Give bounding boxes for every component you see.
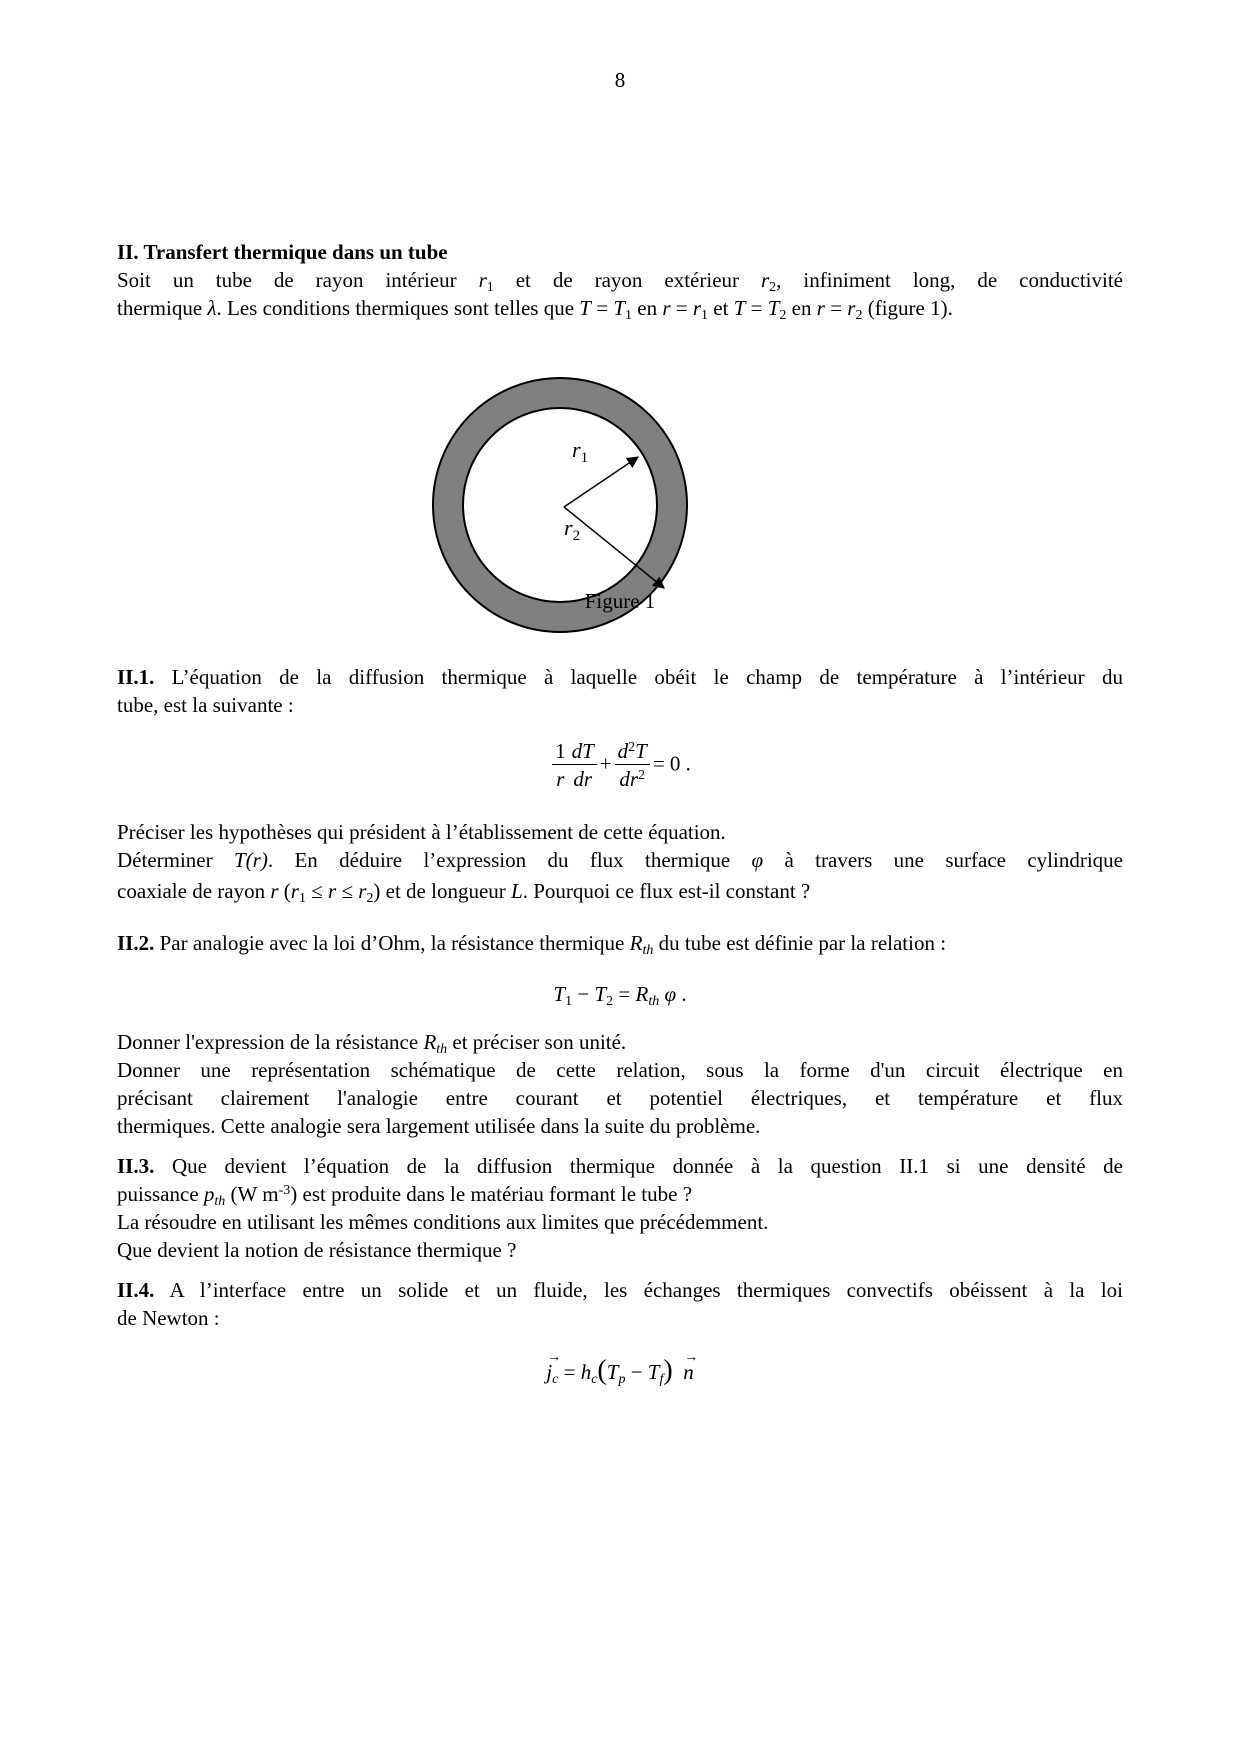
section-title: II. Transfert thermique dans un tube — [117, 240, 448, 264]
figure-caption: Figure 1 — [584, 589, 656, 613]
q2-line-1: II.2. Par analogie avec la loi d’Ohm, la résistance thermique $R_{th}$ du tube est définie par la relation : — [117, 931, 947, 958]
q1-hypotheses: Préciser les hypothèses qui président à l’établissement de cette équation. — [117, 820, 726, 844]
question-ii-3 — [117, 1152, 1123, 1264]
q3-line-3: La résoudre en utilisant les mêmes conditions aux limites que précédemment. — [117, 1210, 769, 1234]
frac-d2T-dr2: $\frac{d^2T}{dr^2}$ — [615, 738, 650, 793]
q1-determine: Déterminer T(r). En déduire l’expression du flux thermique φ à travers une surface cylindrique — [117, 848, 1123, 872]
r1-label: $r_1$ — [572, 437, 589, 466]
q1-line-1: II.1. L’équation de la diffusion thermique à laquelle obéit le champ de température à l’intérieur du — [117, 665, 1123, 689]
q2-schema-line-1: Donner une représentation schématique de cette relation, sous la forme d'un circuit électrique en — [117, 1058, 1123, 1082]
frac-dT-dr: $\frac{dT}{dr}$ — [569, 738, 597, 793]
q1-coaxial: coaxiale de rayon r $(r_1 \le r \le r_2)$ et de longueur L. Pourquoi ce flux est-il constant ? — [117, 879, 811, 906]
intro-line-1: Soit un tube de rayon intérieur $r_1$ et de rayon extérieur $r_2$, infiniment long, de conductivité — [117, 268, 1123, 295]
q3-line-2: puissance $p_{th}$ (W $m^{-3}$) est produite dans le matériau formant le tube ? — [117, 1182, 693, 1209]
frac-1-over-r: $\frac{1}{r}$ — [552, 738, 569, 793]
q2-schema-line-3: thermiques. Cette analogie sera largement utilisée dans la suite du problème. — [117, 1114, 761, 1138]
newton-law-equation: → $j_c = h_c(T_p - T_f) \to n$ — [0, 1357, 1240, 1386]
question-ii-2 — [117, 929, 1123, 957]
q4-line-1: II.4. A l’interface entre un solide et un fluide, les échanges thermiques convectifs obéissent à la loi — [117, 1278, 1123, 1302]
n-vector: → n — [683, 1358, 694, 1386]
question-ii-2-tasks — [117, 1028, 1123, 1140]
q2-schema-line-2: précisant clairement l'analogie entre courant et potentiel électriques, et température et flux — [117, 1086, 1123, 1110]
resistance-equation: $T_1 - T_2 = R_{th}$ φ . — [553, 982, 687, 1009]
q2-give-expression: Donner l'expression de la résistance $R_{th}$ et préciser son unité. — [117, 1030, 627, 1057]
page-number: 8 — [614, 68, 626, 92]
r2-label: $r_2$ — [564, 515, 581, 544]
inner-bore — [463, 408, 657, 602]
q4-line-2: de Newton : — [117, 1306, 220, 1330]
question-ii-1-tasks — [117, 818, 1123, 905]
intro-line-2: thermique λ. Les conditions thermiques sont telles que $T = T_1$ en $r = r_1$ et $T = T_2$ en $r = r_2$ (figure 1). — [117, 296, 953, 323]
question-ii-1 — [117, 663, 1123, 719]
q1-line-2: tube, est la suivante : — [117, 693, 294, 717]
j-vector: → j — [546, 1358, 552, 1386]
q3-line-4: Que devient la notion de résistance thermique ? — [117, 1238, 517, 1262]
q3-line-1: II.3. Que devient l’équation de la diffusion thermique donnée à la question II.1 si une densité de — [117, 1154, 1123, 1178]
section-intro — [117, 238, 1123, 322]
question-ii-4 — [117, 1276, 1123, 1332]
diffusion-equation: $\frac{1}{r}$ $\frac{dT}{dr}$ + $\frac{d^2T}{dr^2}$ = 0 . — [0, 738, 1240, 793]
